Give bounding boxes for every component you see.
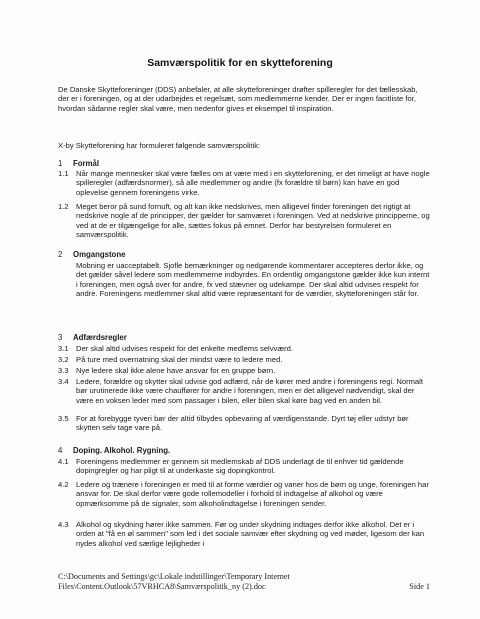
intro-paragraph: De Danske Skytteforeninger (DDS) anbefaler, at alle skytteforeninger drøfter spilleregler for det fællesskab, der er i foreningen, og at der udarbejdes et regelsæt, som medlemmerne kender. Der er ingen facitliste for, hvordan sådanne regler skal være, men nedenfor gives et eksempel til inspiration.: [58, 85, 418, 113]
list-item: [58, 377, 430, 405]
document-title: Samværspolitik for en skytteforening: [147, 57, 333, 69]
item-number: 3.2: [58, 355, 69, 364]
item-text: Alkohol og skydning hører ikke sammen. Før og under skydning indtages derfor ikke alkohol. Det er i orden at "få en øl sammen" som led i det sociale samvær efter skydning og ved møder, ligesom der kan nydes alkohol ved særlige lejligheder i: [76, 520, 425, 548]
section-number: 4: [58, 446, 63, 455]
list-item: [58, 355, 430, 364]
section-body: Mobning er uacceptabelt. Sjofle bemærkninger og nedgørende kommentarer accepteres derfor ikke, og det gælder såvel ledere som medlemmerne indbyrdes. En ordentlig omgangstone gælder ikke kun internt i foreningen, men også over for andre, fx ved stævner og udekampe. Der skal altid udvises respekt for andre. Foreningens medlemmer skal altid være repræsentant for de værdier, skytteforeningen står for.: [76, 261, 430, 298]
list-item: [58, 366, 430, 375]
section-title: Formål: [73, 159, 99, 168]
item-number: 1.1: [58, 169, 69, 178]
list-item: [58, 202, 430, 239]
item-text: Der skal altid udvises respekt for det enkelte medlems selvværd.: [76, 344, 293, 353]
section-number: 3: [58, 333, 63, 342]
item-number: 4.2: [58, 480, 69, 489]
item-text: For at forebygge tyveri bør der altid tilbydes opbevaring af værdigenstande. Dyrt tøj eller udstyr bør skytten selv tage vare på.: [76, 414, 409, 433]
section-heading-formaal: [58, 159, 99, 169]
list-item: [58, 414, 430, 433]
item-text: Meget beror på sund fornuft, og alt kan ikke nedskrives, men alligevel finder foreningen det rigtigt at nedskrive nogle af de principper, der gælder for samværet i foreningen. Ved at nedskrive principperne, og ved at de er tilgængelige for alle, sættes fokus på emnet. Derfor har bestyrelsen formuleret en samværspolitik.: [76, 202, 430, 239]
list-item: [58, 520, 430, 548]
list-item: [58, 480, 430, 508]
section-number: 2: [58, 250, 63, 259]
section-heading-omgangstone: [58, 250, 125, 260]
item-number: 4.1: [58, 457, 69, 466]
section-heading-doping: [58, 446, 170, 456]
page-number: Side 1: [409, 582, 430, 591]
item-text: Foreningens medlemmer er gennem sit medlemskab af DDS underlagt de til enhver tid gældende dopingregler og har pligt til at underkaste sig dopingkontrol.: [76, 457, 404, 476]
file-path-line-2: Files\Content.Outlook\57VRHCA8\Samværspolitik_ny (2).doc: [58, 582, 266, 591]
item-number: 1.2: [58, 202, 69, 211]
section-title: Doping. Alkohol. Rygning.: [73, 446, 171, 455]
item-number: 3.4: [58, 377, 69, 386]
list-item: [58, 169, 430, 197]
lead-paragraph: X-by Skytteforening har formuleret følgende samværspolitik:: [58, 141, 261, 150]
item-text: Når mange mennesker skal være fælles om at være med i en skytteforening, er det rimeligt at have nogle spilleregler (adfærdsnormer), så alle medlemmer og andre (fx forældre til børn) kan have en god oplevelse gennem foreningens virke.: [76, 169, 430, 197]
item-text: Nye ledere skal ikke alene have ansvar for en gruppe børn.: [76, 366, 276, 375]
item-text: Ledere og trænere i foreningen er med til at forme værdier og vaner hos de børn og unge, foreningen har ansvar for. De skal derfor være gode rollemodeller i forhold til indtagelse af alkohol og være opmærksomme på de signaler, som alkoholindtagelse i foreningen sender.: [76, 480, 429, 508]
item-text: På ture med overnatning skal der mindst være to ledere med.: [76, 355, 283, 364]
section-number: 1: [58, 159, 63, 168]
item-number: 3.1: [58, 344, 69, 353]
item-number: 3.3: [58, 366, 69, 375]
section-heading-adfaerdsregler: [58, 333, 127, 343]
item-number: 4.3: [58, 520, 69, 529]
section-title: Adfærdsregler: [73, 333, 127, 342]
item-text: Ledere, forældre og skytter skal udvise god adfærd, når de kører med andre i foreningens regi. Normalt bør urutinerede ikke være chauffører for andre i foreningen, men er det alligevel nødvendigt, skal der være en voksen leder med som passager i bilen, eller bilen skal køre bag ved en anden bil.: [76, 377, 423, 405]
section-title: Omgangstone: [73, 250, 126, 259]
page-footer: [58, 572, 430, 592]
list-item: [58, 344, 430, 353]
item-number: 3.5: [58, 414, 69, 423]
list-item: [58, 457, 430, 476]
file-path-line-1: C:\Documents and Settings\gc\Lokale indstillinger\Temporary Internet: [58, 572, 290, 581]
